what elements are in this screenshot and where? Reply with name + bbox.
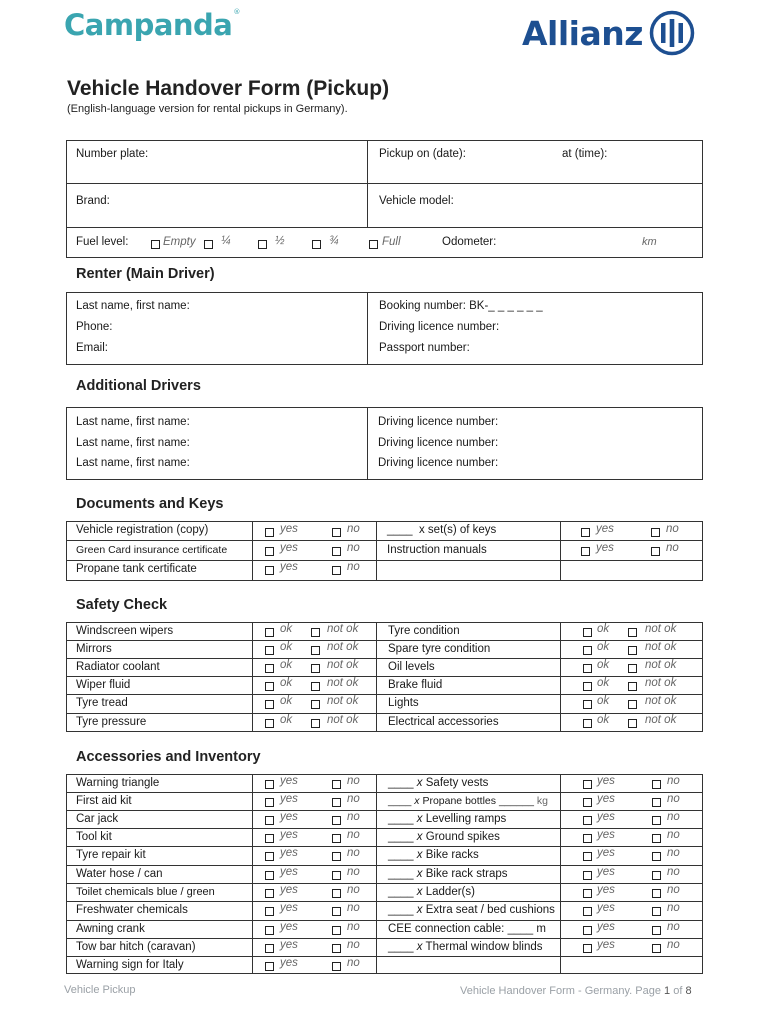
inventory-item: Tow bar hitch (caravan) (76, 941, 196, 953)
no-checkbox[interactable] (332, 944, 341, 953)
not-ok-label: not ok (645, 641, 677, 653)
inventory-item: Warning sign for Italy (76, 959, 184, 971)
times-sign: x (416, 904, 423, 916)
safety-check-heading: Safety Check (76, 597, 168, 613)
yes-checkbox[interactable] (265, 780, 274, 789)
ok-checkbox[interactable] (265, 664, 274, 673)
count-blank: ____ (388, 831, 414, 843)
safety-item: Wiper fluid (76, 679, 131, 691)
no-label: no (667, 921, 680, 933)
no-label: no (667, 793, 680, 805)
yes-checkbox[interactable] (265, 871, 274, 880)
inventory-item: Tyre repair kit (76, 849, 146, 861)
footer-left: Vehicle Pickup (64, 984, 136, 996)
doc-item: Propane tank certificate (76, 563, 197, 575)
not-ok-label: not ok (327, 623, 359, 635)
fuel-half-checkbox[interactable] (258, 240, 267, 249)
yes-checkbox[interactable] (583, 816, 592, 825)
count-blank: ____ (388, 904, 414, 916)
ok-checkbox[interactable] (583, 719, 592, 728)
inventory-item-label: Safety vests (425, 777, 489, 789)
ok-label: ok (597, 623, 610, 635)
no-label: no (667, 902, 680, 914)
safety-item: Lights (388, 697, 419, 709)
allianz-emblem-icon (649, 10, 695, 56)
not-ok-label: not ok (327, 695, 359, 707)
ok-checkbox[interactable] (583, 664, 592, 673)
renter-licence-field[interactable]: Driving licence number: (379, 321, 500, 333)
not-ok-checkbox[interactable] (311, 682, 320, 691)
inventory-item-label: Ground spikes (425, 831, 500, 843)
fuel-full-checkbox[interactable] (369, 240, 378, 249)
not-ok-label: not ok (645, 659, 677, 671)
count-blank: ____ (388, 795, 412, 807)
ok-label: ok (280, 659, 293, 671)
doc-item: Green Card insurance certificate (76, 544, 228, 556)
ok-label: ok (597, 641, 610, 653)
fuel-option-label: ¼ (221, 235, 231, 247)
yes-label: yes (596, 542, 614, 554)
inventory-item: Warning triangle (76, 777, 160, 789)
no-checkbox[interactable] (652, 852, 661, 861)
no-label: no (347, 939, 360, 951)
no-label: no (667, 847, 680, 859)
propane-blank: ______ (498, 795, 534, 807)
allianz-logo-text: Allianz (522, 13, 643, 53)
no-checkbox[interactable] (332, 528, 341, 537)
times-sign: x (414, 795, 420, 807)
fuel-option-label: Full (382, 236, 401, 248)
not-ok-checkbox[interactable] (628, 646, 637, 655)
unit-kg: kg (536, 795, 548, 807)
safety-item: Windscreen wipers (76, 625, 174, 637)
no-label: no (347, 561, 360, 573)
times-sign: x (416, 831, 423, 843)
renter-email-field[interactable]: Email: (76, 342, 108, 354)
ok-checkbox[interactable] (583, 682, 592, 691)
pickup-date-field[interactable]: Pickup on (date): (379, 148, 466, 160)
renter-heading: Renter (Main Driver) (76, 266, 215, 282)
doc-item: Vehicle registration (copy) (76, 524, 209, 536)
no-checkbox[interactable] (332, 834, 341, 843)
not-ok-checkbox[interactable] (311, 719, 320, 728)
yes-checkbox[interactable] (581, 528, 590, 537)
no-label: no (347, 775, 360, 787)
no-checkbox[interactable] (332, 926, 341, 935)
yes-checkbox[interactable] (265, 816, 274, 825)
yes-label: yes (597, 939, 615, 951)
not-ok-label: not ok (327, 659, 359, 671)
inventory-item: Toilet chemicals blue / green (76, 886, 215, 898)
yes-label: yes (280, 902, 298, 914)
cable-blank: ____ (507, 923, 534, 935)
page-subtitle: (English-language version for rental pickups in Germany). (67, 103, 348, 115)
times-sign: x (416, 868, 423, 880)
inventory-item-label: Ladder(s) (425, 886, 475, 898)
no-checkbox[interactable] (652, 780, 661, 789)
ok-checkbox[interactable] (583, 628, 592, 637)
renter-name-field[interactable]: Last name, first name: (76, 300, 190, 312)
inventory-item: Awning crank (76, 923, 145, 935)
not-ok-checkbox[interactable] (628, 719, 637, 728)
number-plate-field[interactable]: Number plate: (76, 148, 149, 160)
times-sign: x (416, 777, 423, 789)
renter-phone-field[interactable]: Phone: (76, 321, 113, 333)
yes-checkbox[interactable] (265, 566, 274, 575)
ok-label: ok (597, 714, 610, 726)
not-ok-label: not ok (327, 714, 359, 726)
ok-checkbox[interactable] (265, 700, 274, 709)
not-ok-checkbox[interactable] (311, 700, 320, 709)
no-label: no (347, 866, 360, 878)
yes-label: yes (280, 866, 298, 878)
inventory-item-label: Propane bottles (422, 795, 497, 807)
no-label: no (347, 902, 360, 914)
yes-checkbox[interactable] (583, 852, 592, 861)
not-ok-checkbox[interactable] (628, 700, 637, 709)
no-checkbox[interactable] (332, 907, 341, 916)
no-checkbox[interactable] (332, 798, 341, 807)
additional-drivers-heading: Additional Drivers (76, 378, 201, 394)
driver-licence-field[interactable]: Driving licence number: (378, 457, 499, 469)
safety-item: Electrical accessories (388, 716, 499, 728)
no-label: no (667, 866, 680, 878)
yes-checkbox[interactable] (265, 962, 274, 971)
campanda-logo (64, 8, 240, 42)
no-label: no (347, 829, 360, 841)
yes-label: yes (280, 523, 298, 535)
yes-checkbox[interactable] (583, 871, 592, 880)
keys-blank: ____ (387, 524, 413, 536)
no-label: no (347, 847, 360, 859)
driver-name-field[interactable]: Last name, first name: (76, 457, 190, 469)
campanda-logo-text: Campanda (64, 8, 233, 42)
yes-label: yes (280, 921, 298, 933)
count-blank: ____ (388, 849, 414, 861)
no-checkbox[interactable] (332, 816, 341, 825)
inventory-count-field[interactable] (388, 886, 475, 898)
count-blank: ____ (388, 941, 414, 953)
no-label: no (666, 542, 679, 554)
yes-label: yes (280, 884, 298, 896)
driver-licence-field[interactable]: Driving licence number: (378, 416, 499, 428)
km-unit: km (642, 236, 657, 248)
yes-label: yes (280, 957, 298, 969)
yes-checkbox[interactable] (265, 852, 274, 861)
yes-label: yes (280, 561, 298, 573)
no-checkbox[interactable] (652, 944, 661, 953)
safety-item: Radiator coolant (76, 661, 160, 673)
odometer-field[interactable]: Odometer: (442, 236, 497, 248)
booking-number-field[interactable]: Booking number: BK-_ _ _ _ _ _ (379, 300, 543, 312)
ok-label: ok (597, 695, 610, 707)
keys-count-field[interactable] (387, 524, 496, 536)
no-label: no (667, 775, 680, 787)
not-ok-checkbox[interactable] (628, 682, 637, 691)
times-sign: x (416, 941, 423, 953)
count-blank: ____ (388, 886, 414, 898)
no-label: no (667, 829, 680, 841)
no-checkbox[interactable] (652, 816, 661, 825)
yes-label: yes (280, 829, 298, 841)
inventory-item: Water hose / can (76, 868, 163, 880)
yes-label: yes (597, 902, 615, 914)
doc-item: Instruction manuals (387, 544, 487, 556)
footer-of: of (673, 985, 683, 997)
no-checkbox[interactable] (651, 528, 660, 537)
not-ok-checkbox[interactable] (311, 646, 320, 655)
ok-label: ok (597, 677, 610, 689)
brand-field[interactable]: Brand: (76, 195, 110, 207)
no-label: no (347, 542, 360, 554)
driver-name-field[interactable]: Last name, first name: (76, 416, 190, 428)
times-sign: x (416, 886, 423, 898)
ok-label: ok (280, 623, 293, 635)
yes-checkbox[interactable] (265, 798, 274, 807)
fuel-quarter-checkbox[interactable] (204, 240, 213, 249)
ok-checkbox[interactable] (265, 628, 274, 637)
no-checkbox[interactable] (332, 566, 341, 575)
yes-checkbox[interactable] (265, 907, 274, 916)
yes-checkbox[interactable] (583, 834, 592, 843)
not-ok-checkbox[interactable] (311, 664, 320, 673)
yes-checkbox[interactable] (583, 780, 592, 789)
yes-label: yes (596, 523, 614, 535)
times-sign: x (416, 813, 423, 825)
no-label: no (347, 884, 360, 896)
ok-label: ok (280, 677, 293, 689)
safety-item: Spare tyre condition (388, 643, 491, 655)
footer-right (460, 985, 692, 997)
no-checkbox[interactable] (332, 889, 341, 898)
inventory-item-label: Levelling ramps (425, 813, 507, 825)
accessories-heading: Accessories and Inventory (76, 749, 261, 765)
inventory-item: Tool kit (76, 831, 112, 843)
yes-label: yes (597, 921, 615, 933)
safety-item: Tyre pressure (76, 716, 147, 728)
times-sign: x (416, 849, 423, 861)
fuel-three-quarter-checkbox[interactable] (312, 240, 321, 249)
no-checkbox[interactable] (332, 962, 341, 971)
yes-label: yes (597, 866, 615, 878)
not-ok-label: not ok (645, 677, 677, 689)
no-checkbox[interactable] (332, 871, 341, 880)
ok-label: ok (280, 695, 293, 707)
count-blank: ____ (388, 813, 414, 825)
inventory-item: First aid kit (76, 795, 132, 807)
fuel-level-label: Fuel level: (76, 236, 129, 248)
yes-checkbox[interactable] (265, 528, 274, 537)
yes-label: yes (280, 775, 298, 787)
yes-label: yes (597, 811, 615, 823)
ok-label: ok (597, 659, 610, 671)
yes-checkbox[interactable] (583, 926, 592, 935)
no-label: no (347, 921, 360, 933)
no-label: no (667, 884, 680, 896)
vehicle-model-field[interactable]: Vehicle model: (379, 195, 454, 207)
inventory-count-field[interactable] (388, 923, 546, 935)
keys-label: x set(s) of keys (418, 524, 497, 536)
yes-checkbox[interactable] (583, 798, 592, 807)
page-number: 1 (664, 985, 671, 997)
no-checkbox[interactable] (652, 889, 661, 898)
allianz-logo (522, 10, 695, 56)
no-label: no (666, 523, 679, 535)
safety-item: Brake fluid (388, 679, 443, 691)
ok-checkbox[interactable] (583, 646, 592, 655)
ok-checkbox[interactable] (265, 719, 274, 728)
inventory-count-field[interactable] (388, 849, 479, 861)
yes-label: yes (280, 847, 298, 859)
ok-checkbox[interactable] (265, 646, 274, 655)
registered-mark: ® (233, 8, 240, 16)
not-ok-label: not ok (645, 695, 677, 707)
not-ok-checkbox[interactable] (311, 628, 320, 637)
no-checkbox[interactable] (652, 834, 661, 843)
safety-item: Oil levels (388, 661, 435, 673)
yes-checkbox[interactable] (581, 547, 590, 556)
inventory-item-label: Thermal window blinds (425, 941, 543, 953)
fuel-empty-checkbox[interactable] (151, 240, 160, 249)
ok-label: ok (280, 641, 293, 653)
count-blank: ____ (388, 777, 414, 789)
page-total: 8 (685, 985, 692, 997)
yes-label: yes (280, 939, 298, 951)
inventory-item-label: Bike rack straps (425, 868, 508, 880)
no-checkbox[interactable] (652, 871, 661, 880)
no-label: no (667, 811, 680, 823)
count-blank: ____ (388, 868, 414, 880)
passport-number-field[interactable]: Passport number: (379, 342, 470, 354)
footer-text: Vehicle Handover Form - Germany. Page (460, 985, 661, 997)
ok-checkbox[interactable] (265, 682, 274, 691)
yes-label: yes (597, 793, 615, 805)
inventory-item-label: Bike racks (425, 849, 479, 861)
not-ok-label: not ok (327, 677, 359, 689)
no-checkbox[interactable] (651, 547, 660, 556)
fuel-option-label: ½ (275, 235, 285, 247)
yes-checkbox[interactable] (583, 944, 592, 953)
no-label: no (347, 957, 360, 969)
inventory-count-field[interactable] (388, 904, 555, 916)
yes-label: yes (597, 829, 615, 841)
not-ok-checkbox[interactable] (628, 664, 637, 673)
safety-item: Tyre tread (76, 697, 128, 709)
yes-label: yes (280, 811, 298, 823)
unit-m: m (536, 923, 546, 935)
no-label: no (667, 939, 680, 951)
yes-checkbox[interactable] (265, 889, 274, 898)
driver-name-field[interactable]: Last name, first name: (76, 437, 190, 449)
safety-item: Tyre condition (388, 625, 460, 637)
documents-keys-heading: Documents and Keys (76, 496, 224, 512)
pickup-time-field[interactable]: at (time): (562, 148, 608, 160)
yes-label: yes (597, 775, 615, 787)
yes-checkbox[interactable] (583, 907, 592, 916)
inventory-item: Freshwater chemicals (76, 904, 188, 916)
yes-checkbox[interactable] (583, 889, 592, 898)
inventory-count-field[interactable] (388, 868, 508, 880)
yes-checkbox[interactable] (265, 834, 274, 843)
yes-label: yes (280, 542, 298, 554)
ok-checkbox[interactable] (583, 700, 592, 709)
page-title: Vehicle Handover Form (Pickup) (67, 77, 390, 100)
safety-item: Mirrors (76, 643, 112, 655)
no-checkbox[interactable] (652, 926, 661, 935)
inventory-item: Car jack (76, 813, 119, 825)
not-ok-label: not ok (645, 714, 677, 726)
no-checkbox[interactable] (652, 798, 661, 807)
not-ok-label: not ok (645, 623, 677, 635)
inventory-count-field[interactable] (388, 795, 548, 807)
yes-label: yes (280, 793, 298, 805)
yes-checkbox[interactable] (265, 944, 274, 953)
not-ok-checkbox[interactable] (628, 628, 637, 637)
inventory-count-field[interactable] (388, 941, 543, 953)
ok-label: ok (280, 714, 293, 726)
inventory-count-field[interactable] (388, 813, 506, 825)
yes-checkbox[interactable] (265, 926, 274, 935)
no-checkbox[interactable] (332, 852, 341, 861)
yes-label: yes (597, 884, 615, 896)
no-label: no (347, 811, 360, 823)
inventory-count-field[interactable] (388, 777, 488, 789)
no-checkbox[interactable] (332, 780, 341, 789)
yes-checkbox[interactable] (265, 547, 274, 556)
not-ok-label: not ok (327, 641, 359, 653)
no-checkbox[interactable] (332, 547, 341, 556)
driver-licence-field[interactable]: Driving licence number: (378, 437, 499, 449)
inventory-count-field[interactable] (388, 831, 500, 843)
inventory-item-label: CEE connection cable: (388, 923, 505, 935)
inventory-item-label: Extra seat / bed cushions (425, 904, 555, 916)
fuel-option-label: ¾ (329, 235, 339, 247)
fuel-option-label: Empty (163, 236, 196, 248)
no-label: no (347, 523, 360, 535)
no-checkbox[interactable] (652, 907, 661, 916)
no-label: no (347, 793, 360, 805)
yes-label: yes (597, 847, 615, 859)
